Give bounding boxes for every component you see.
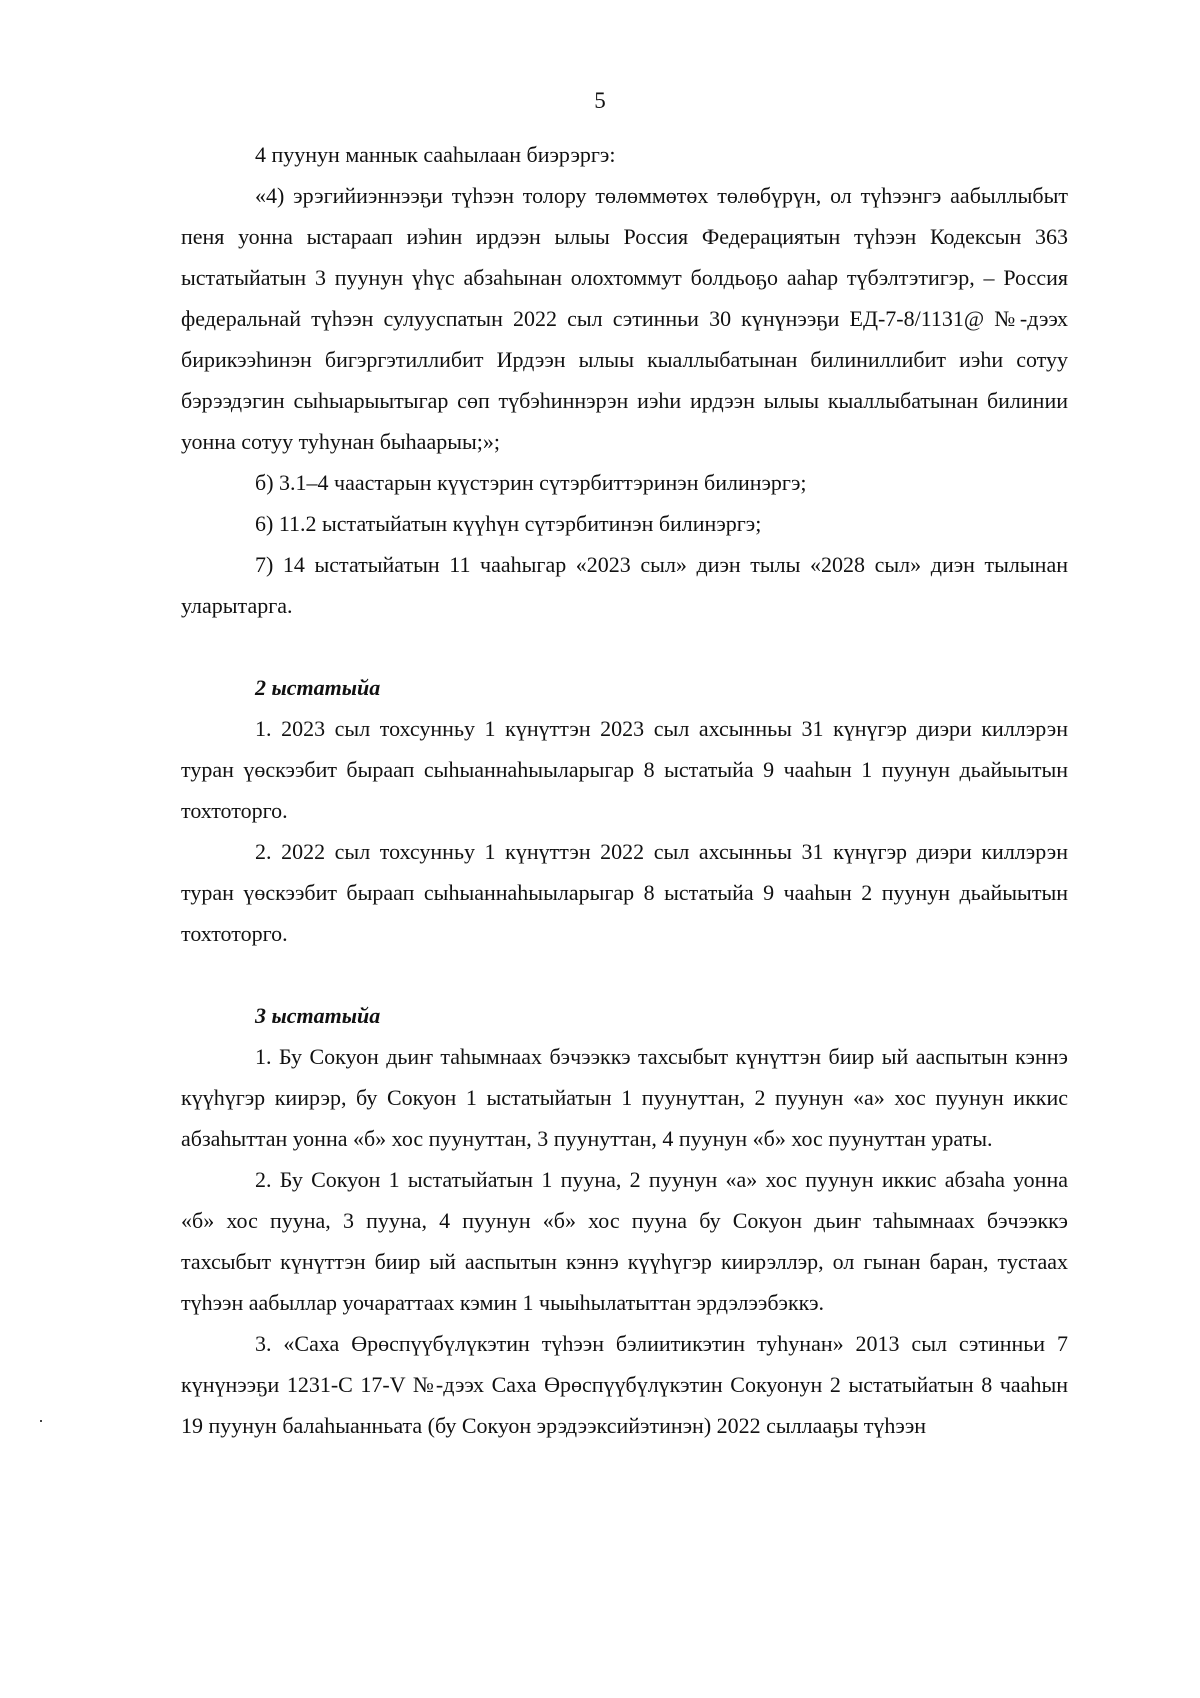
section-spacer <box>181 626 1068 667</box>
paragraph-item-6: 6) 11.2 ыстатыйатын күүһүн сүтэрбитинэн билинэргэ; <box>255 511 762 536</box>
article-2-heading: 2 ыстатыйа <box>255 675 381 700</box>
article-2-paragraph-2: 2. 2022 сыл тохсунньу 1 күнүттэн 2022 сыл ахсынньы 31 күнүгэр диэри киллэрэн туран үөскээбит быраап сыһыаннаһыыларыгар 8 ыстатыйа 9 чааһын 2 пуунун дьайыытын тохтоторго. <box>181 839 1068 946</box>
section-spacer <box>181 954 1068 995</box>
page-number: 5 <box>594 88 606 113</box>
paragraph-item-4: «4) эрэгийиэннээҕи түһээн толору төлөммөтөх төлөбүрүн, ол түһээнгэ аабыллыбыт пеня уонна ыстараап иэһин ирдээн ылыы Россия Федерациятын түһээн Кодексын 363 ыстатыйатын 3 пуунун үһүс абзаһынан олохтоммут болдьоҕо ааһар түбэлтэтигэр, – Россия федеральнай түһээн сулууспатын 2022 сыл сэтинньи 30 күнүнээҕи ЕД-7-8/1131@ №-дээх бирикээһинэн бигэргэтиллибит Ирдээн ылыы кыаллыбатынан билиниллибит иэһи сотуу бэрээдэгин сыһыарыытыгар сөп түбэһиннэрэн иэһи ирдээн ылыы кыаллыбатынан билинии уонна сотуу туһунан быһаарыы;»; <box>181 183 1068 454</box>
paragraph-item-7: 7) 14 ыстатыйатын 11 чааһыгар «2023 сыл» диэн тылы «2028 сыл» диэн тылынан уларытарга. <box>181 552 1068 618</box>
document-body <box>181 134 1068 1446</box>
article-3-paragraph-3: 3. «Саха Өрөспүүбүлүкэтин түһээн бэлиитикэтин туһунан» 2013 сыл сэтинньи 7 күнүнээҕи 1231-С 17-V №-дээх Саха Өрөспүүбүлүкэтин Сокуонун 2 ыстатыйатын 8 чааһын 19 пуунун балаһыанньата (бу Сокуон эрэдээксийэтинэн) 2022 сыллааҕы түһээн <box>181 1331 1068 1438</box>
article-2-paragraph-1: 1. 2023 сыл тохсунньу 1 күнүттэн 2023 сыл ахсынньы 31 күнүгэр диэри киллэрэн туран үөскээбит быраап сыһыаннаһыыларыгар 8 ыстатыйа 9 чааһын 1 пуунун дьайыытын тохтоторго. <box>181 716 1068 823</box>
article-3-heading: 3 ыстатыйа <box>255 1003 381 1028</box>
paragraph-item-b: б) 3.1–4 чаастарын күүстэрин сүтэрбиттэринэн билинэргэ; <box>255 470 807 495</box>
scan-speck <box>40 1420 42 1422</box>
article-3-paragraph-2: 2. Бу Сокуон 1 ыстатыйатын 1 пууна, 2 пуунун «а» хос пуунун иккис абзаһа уонна «б» хос пууна, 3 пууна, 4 пуунун «б» хос пууна бу Сокуон дьиҥ таһымнаах бэчээккэ тахсыбыт күнүттэн биир ый ааспытын кэннэ күүһүгэр киирэллэр, ол гынан баран, тустаах түһээн аабыллар уочараттаах кэмин 1 чыыһылатыттан эрдэлээбэккэ. <box>181 1167 1068 1315</box>
article-3-paragraph-1: 1. Бу Сокуон дьиҥ таһымнаах бэчээккэ тахсыбыт күнүттэн биир ый ааспытын кэннэ күүһүгэр киирэр, бу Сокуон 1 ыстатыйатын 1 пуунуттан, 2 пуунун «а» хос пуунун иккис абзаһыттан уонна «б» хос пуунуттан, 3 пуунуттан, 4 пуунун «б» хос пуунуттан ураты. <box>181 1044 1068 1151</box>
paragraph-intro: 4 пуунун маннык сааһылаан биэрэргэ: <box>255 142 616 167</box>
